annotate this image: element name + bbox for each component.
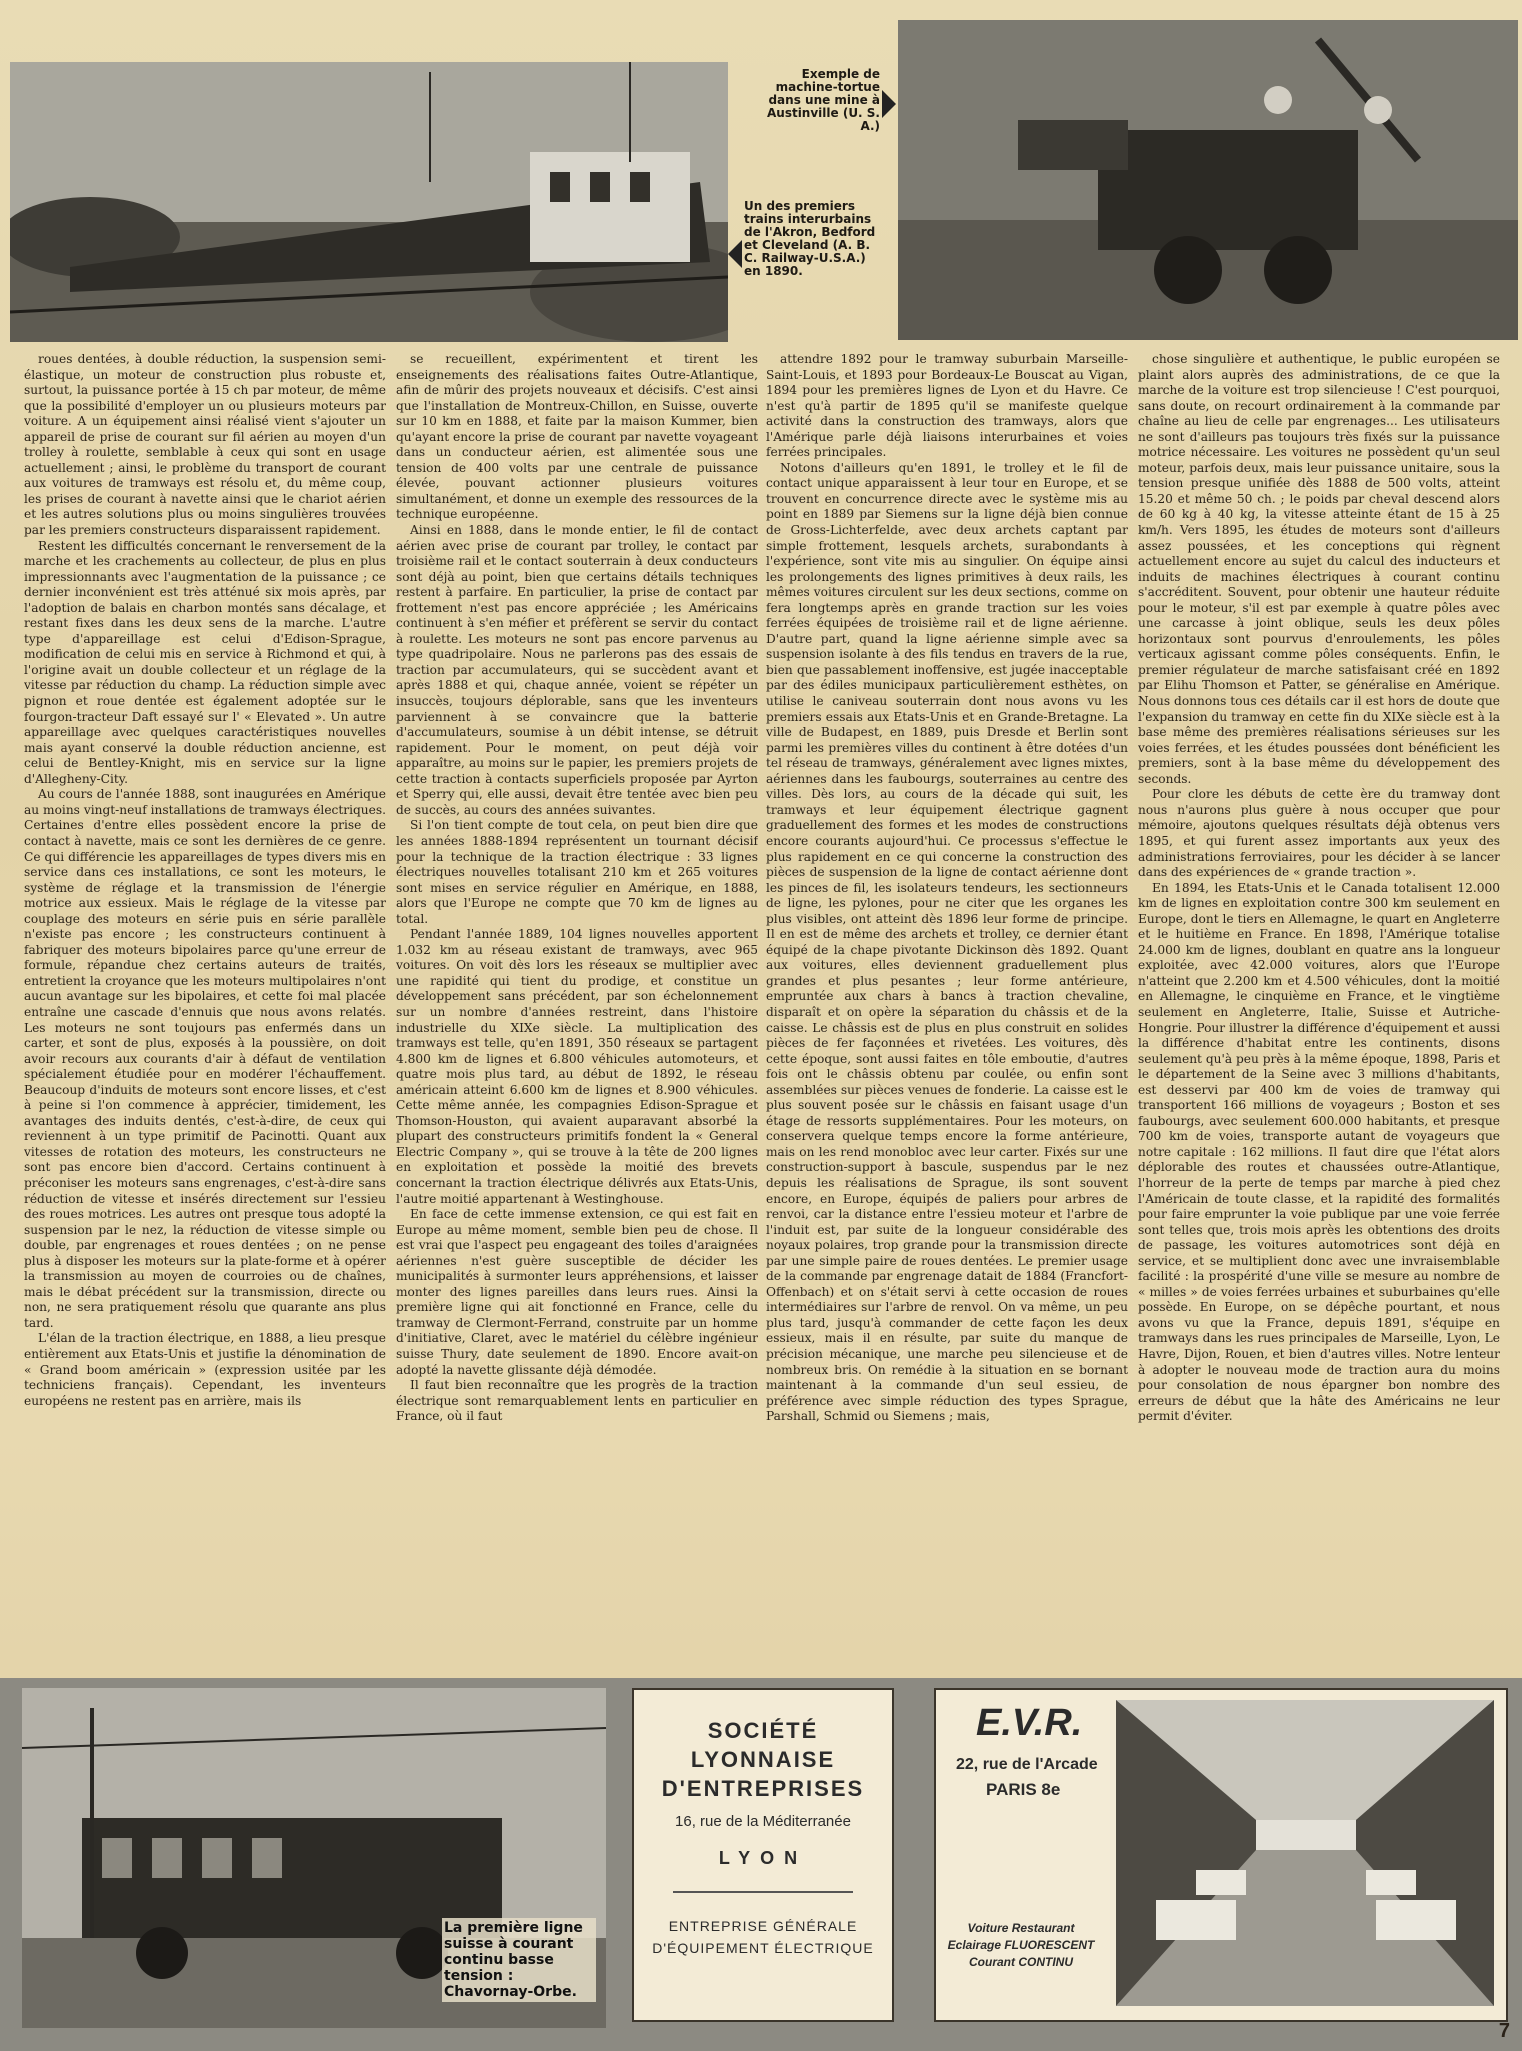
caption-chavornay: La première ligne suisse à courant continu basse tension : Chavornay-Orbe.: [442, 1918, 596, 2002]
evr-name: E.V.R.: [976, 1702, 1083, 1744]
advertisement-evr: [934, 1688, 1508, 2022]
advertisement-slee: [632, 1688, 894, 2022]
photo-chavornay-orbe: [22, 1688, 606, 2028]
evr-line: Eclairage FLUORESCENT: [947, 1938, 1095, 1952]
slee-city: LYON: [718, 1848, 808, 1868]
slee-tagline-line: D'ÉQUIPEMENT ÉLECTRIQUE: [652, 1940, 874, 1956]
caption-arrow-left: [728, 240, 742, 268]
evr-city: PARIS 8e: [986, 1780, 1061, 1799]
paragraph: Restent les difficultés concernant le renversement de la marche et les crachements au collecteur, de plus en plus impressionnants avec l'augmentation de la puissance ; ce dernier inconvénient est très atténué six mois après, par l'adoption de balais en charbon montés sans décalage, et restant fixes dans les deux sens de la marche. L'autre type d'appareillage est celui d'Edison-Sprague, modification de celui mis en service à Richmond et qui, à l'origine avait un double collecteur et un réglage de la vitesse par réduction du champ. La réduction simple avec pignon et roue dentée est également adoptée sur le fourgon-tracteur Daft essayé sur l' « Elevated ». Un autre appareillage avec quelques caractéristiques nouvelles mais ayant conservé la double réduction ancienne, est celui de Bentley-Knight, mis en service sur la ligne d'Allegheny-City.: [24, 538, 386, 786]
article-column-1: [24, 352, 386, 1670]
photo-interurban-train: [10, 62, 728, 342]
slee-tagline-line: ENTREPRISE GÉNÉRALE: [668, 1918, 858, 1934]
restaurant-car-illustration: [1116, 1700, 1494, 2006]
caption-interurbain: Un des premiers trains interurbains de l'Akron, Bedford et Cleveland (A. B. C. Railway-U.S.A.) en 1890.: [744, 199, 876, 278]
paragraph: attendre 1892 pour le tramway suburbain Marseille-Saint-Louis, et 1893 pour Bordeaux-Le Bouscat au Vigan, 1894 pour les premières lignes de Lyon et du Havre. Ce n'est qu'à partir de 1895 qu'il se manifeste quelque activité dans la construction des tramways, alors que l'Amérique parle déjà liaisons interurbaines et voies ferrées principales.: [766, 352, 1128, 460]
page-number: 7: [1498, 2020, 1510, 2042]
paragraph: L'élan de la traction électrique, en 1888, a lieu presque entièrement aux Etats-Unis et justifie la dénomination de « Grand boom américain » (expression usitée par les techniciens français). Cependant, les inventeurs européens ne restent pas en arrière, mais ils: [24, 1331, 386, 1408]
slee-address: 16, rue de la Méditerranée: [675, 1813, 851, 1830]
evr-line: Courant CONTINU: [969, 1955, 1073, 1969]
paragraph: Il faut bien reconnaître que les progrès de la traction électrique sont remarquablement lents en particulier en France, où il faut: [396, 1378, 758, 1424]
slee-name-line: SOCIÉTÉ: [707, 1718, 819, 1743]
paragraph: Notons d'ailleurs qu'en 1891, le trolley et le fil de contact unique apparaissent à leur tour en Europe, et se trouvent en concurrence directe avec le système mis au point en 1889 par Siemens sur la ligne déjà bien connue de Gross-Lichterfelde, avec deux archets captant par simple frottement, lesquels archets, surabondants à l'expérience, sont vite mis au singulier. On équipe ainsi les prolongements des lignes primitives à deux rails, les mêmes voitures circulent sur les deux sections, comme on fera longtemps après en grande traction sur les voies ferrées équipées de troisième rail et de ligne aérienne. D'autre part, quand la ligne aérienne simple avec sa suspension isolante à des fils tendus en travers de la rue, bien que passablement inoffensive, est jugée inacceptable par des édiles municipaux particulièrement esthètes, on utilise le caniveau souterrain dont nous avons vu les premiers essais aux Etats-Unis et en Grande-Bretagne. La ville de Budapest, en 1889, puis Dresde et Berlin sont parmi les premières villes du continent à être dotées d'un tel réseau de tramways, généralement avec lignes mixtes, aériennes dans les faubourgs, souterraines au centre des villes. Dès lors, au cours de la décade qui suit, les tramways et leur équipement électrique gagnent graduellement des formes et les modes de constructions encore courants aujourd'hui. Ce processus s'effectue le plus rapidement en ce qui concerne la construction des pièces de suspension de la ligne de contact aérienne dont les pinces de fil, les isolateurs tendeurs, les sectionneurs de ligne, les pylones, pour ne citer que les organes les plus visibles, ont atteint dès 1896 leur forme de principe. Il en est de même des archets et trolley, ce dernier étant équipé de la chape pivotante Dickinson dès 1892. Quant aux voitures, elles deviennent graduellement plus grandes et plus pesantes ; leur forme antérieure, empruntée aux chars à bancs à traction chevaline, disparaît et on opère la séparation du châssis et de la caisse. Le châssis est de plus en plus construit en solides pièces de fer façonnées et rivetées. Les voitures, dès cette époque, sont aussi faites en tôle emboutie, d'autres fois ont le châssis obtenu par coulée, ou enfin sont assemblées sur pièces venues de fonderie. La caisse est le plus souvent posée sur le châssis en faisant usage d'un étage de ressorts supplémentaires. Pour les moteurs, on conservera quelque temps encore la forme antérieure, mais on les rend monobloc avec leur carter. Fixés sur une construction-support à bascule, suspendus par le nez depuis les réalisations de Sprague, ils sont souvent encore, en Europe, équipés de paliers pour arbres de renvoi, car la distance entre l'essieu moteur et l'arbre de l'induit est, par suite de la longueur considérable des noyaux polaires, trop grande pour la transmission directe par une simple paire de roues dentées. Le premier usage de la commande par engrenage datait de 1884 (Francfort-Offenbach) et on s'était servi à cette occasion de roues intermédiaires sur l'arbre de renvol. On va même, un peu plus tard, jusqu'à commander de cette façon les deux essieux, mais il en résulte, par suite du manque de précision mécanique, une marche peu silencieuse et de nombreux bris. On remédie à la situation en se bornant maintenant à la commande d'un seul essieu, de préférence avec simple réduction des types Sprague, Parshall, Schmid ou Siemens ; mais,: [766, 460, 1128, 1424]
paragraph: Ainsi en 1888, dans le monde entier, le fil de contact aérien avec prise de courant par trolley, le contact par troisième rail et le contact souterrain à deux conducteurs sont déjà au point, bien que certains détails techniques restent à parfaire. En particulier, la prise de contact par frottement n'est pas encore appréciée ; les Américains continuent à s'en méfier et préfèrent se servir du contact à roulette. Les moteurs ne sont pas encore parvenus au type quadripolaire. Nous ne parlerons pas des essais de traction par accumulateurs, qui se succèdent avant et après 1888 et qui, chaque année, voient se répéter un insuccès, toujours déplorable, sans que les inventeurs parviennent à se convaincre que la batterie d'accumulateurs, soumise à un débit intense, se détruit rapidement. Pour le moment, on peut déjà voir apparaître, au moins sur le papier, les premiers projets de cette traction à contacts superficiels proposée par Ayrton et Sperry qui, elle aussi, devait être tentée avec bien peu de succès, au cours des années suivantes.: [396, 523, 758, 817]
article-column-3: [766, 352, 1128, 1670]
paragraph: roues dentées, à double réduction, la suspension semi-élastique, un moteur de construction plus robuste et, surtout, la puissance portée à 15 ch par moteur, de même que la possibilité d'employer un ou plusieurs moteurs par voiture. A un équipement ainsi réalisé vient s'ajouter un appareil de prise de courant sur fil aérien au moyen d'un trolley à roulette, semblable à ceux qui sont en usage actuellement ; ainsi, le problème du transport de courant aux voitures de tramways est résolu et, du même coup, les prises de courant à navette ainsi que le chariot aérien et les autres solutions plus ou moins singulières trouvées par les premiers constructeurs disparaissent rapidement.: [24, 352, 386, 538]
paragraph: Si l'on tient compte de tout cela, on peut bien dire que les années 1888-1894 représentent un tournant décisif pour la technique de la traction électrique : 33 lignes électriques nouvelles totalisant 210 km et 265 voitures sont mises en service régulier en Amérique, en 1888, alors que l'Europe ne compte que 70 km de lignes au total.: [396, 818, 758, 926]
slee-name-line: LYONNAISE: [690, 1747, 836, 1772]
paragraph: Pour clore les débuts de cette ère du tramway dont nous n'aurons plus guère à nous occuper que pour mémoire, ajoutons quelques résultats déjà obtenus vers 1895, et qui furent assez importants aux yeux des administrations ferroviaires, pour les décider à se lancer dans des expériences de « grande traction ».: [1138, 787, 1500, 880]
paragraph: Pendant l'année 1889, 104 lignes nouvelles apportent 1.032 km au réseau existant de tramways, avec 965 voitures. On voit dès lors les réseaux se multiplier avec une rapidité qui tient du prodige, et constitue un développement sans précédent, par son échelonnement sur un nombre d'années restreint, dans l'histoire industrielle du XIXe siècle. La multiplication des tramways est telle, qu'en 1891, 350 réseaux se partagent 4.800 km de lignes et 6.800 véhicules automoteurs, et quatre mois plus tard, au début de 1892, le réseau américain atteint 6.600 km de lignes et 8.900 véhicules. Cette même année, les compagnies Edison-Sprague et Thomson-Houston, qui avaient auparavant absorbé la plupart des constructeurs primitifs fondent la « General Electric Company », qui se trouve à la tête de 200 lignes en exploitation et possède la moitié des brevets concernant la traction électrique délivrés aux Etats-Unis, l'autre moitié appartenant à Westinghouse.: [396, 927, 758, 1206]
evr-address: 22, rue de l'Arcade: [956, 1756, 1098, 1773]
slee-name-line: D'ENTREPRISES: [661, 1776, 865, 1801]
paragraph: En 1894, les Etats-Unis et le Canada totalisent 12.000 km de lignes en exploitation contre 300 km seulement en Europe, dont le tiers en Allemagne, le quart en Angleterre et le huitième en France. En 1898, l'Amérique totalise 24.000 km de lignes, doublant en quatre ans la longueur exploitée, avec 42.000 voitures, alors que l'Europe n'atteint que 2.200 km et 4.500 véhicules, dont la moitié en Allemagne, le cinquième en France, et le vingtième seulement en Angleterre, Italie, Suisse et Autriche-Hongrie. Pour illustrer la différence d'équipement et aussi la différence d'habitat entre les continents, disons seulement qu'à peu près à la même époque, 1898, Paris et le département de la Seine avec 3 millions d'habitants, est desservi par 400 km de voies de tramway qui transportent 166 millions de voyageurs ; Boston et ses faubourgs, avec seulement 600.000 habitants, et presque 700 km de voies, transporte autant de voyageurs que notre capitale : 162 millions. Il faut dire que l'état alors déplorable des routes et chaussées outre-Atlantique, l'horreur de la perte de temps par marche à pied chez l'Américain de toute classe, et la rapidité des formalités pour faire emprunter la voie publique par une voie ferrée sont telles que, trois mois après les obtentions des droits de passage, les voitures automotrices sont déjà en service, et se multiplient donc avec une invraisemblable facilité : la prospérité d'une ville se mesure au nombre de « milles » de voies ferrées urbaines et suburbaines qu'elle possède. En Europe, on se dépêche pourtant, et nous avons vu que la France, depuis 1891, s'équipe en tramways dans les rues principales de Marseille, Lyon, Le Havre, Dijon, Rouen, et bien d'autres villes. Notre lenteur à adopter le nouveau mode de traction aura du moins pour consolation de nous épargner bon nombre des erreurs de début que la hâte des Américains ne leur permit d'éviter.: [1138, 880, 1500, 1424]
paragraph: Au cours de l'année 1888, sont inaugurées en Amérique au moins vingt-neuf installations de tramways électriques. Certaines d'entre elles possèdent encore la prise de contact à navette, mais ce sont les dernières de ce genre. Ce qui différencie les appareillages de types divers mis en service dans ces installations, ce sont les moteurs, le système de réglage et la transmission de l'énergie motrice aux essieux. Mais le réglage de la vitesse par couplage des moteurs en série puis en série parallèle n'existe pas encore ; les constructeurs continuent à fabriquer des moteurs bipolaires parce qu'une erreur de formule, répandue chez certains auteurs de traités, entretient la croyance que les moteurs multipolaires n'ont aucun avantage sur les bipolaires, et cette foi mal placée entraîne une cascade d'ennuis que nous avons relatés. Les moteurs ne sont toujours pas enfermés dans un carter, et sont de plus, exposés à la poussière, on doit avoir recours aux courants d'air à défaut de ventilation spécialement étudiée pour en modérer l'échauffement. Beaucoup d'induits de moteurs sont encore lisses, et c'est à peine si l'on commence à apprécier, timidement, les avantages des induits dentés, c'est-à-dire, de ceux qui reviennent à un type primitif de Pacinotti. Quant aux vitesses de rotation des moteurs, les constructeurs ne sont pas encore bien d'accord. Certains continuent à préconiser les moteurs sans engrenages, c'est-à-dire sans réduction de vitesse et insérés directement sur l'essieu des roues motrices. Les autres ont presque tous adopté la suspension par le nez, la réduction de vitesse simple ou double, par engrenages et roues dentées ; on ne pense plus à disposer les moteurs sur la plate-forme et à opérer la transmission au moyen de courroies ou de chaînes, mais le débat précédent sur la transmission, directe ou non, ne sera pratiquement résolu que quarante ans plus tard.: [24, 787, 386, 1330]
caption-arrow-right: [882, 90, 896, 118]
evr-line: Voiture Restaurant: [967, 1921, 1075, 1935]
paragraph: se recueillent, expérimentent et tirent les enseignements des réalisations faites Outre-Atlantique, afin de mûrir des projets nouveaux et décisifs. C'est ainsi que l'installation de Montreux-Chillon, en Suisse, ouverte sur 10 km en 1888, et faite par la maison Kummer, bien qu'ayant encore la prise de courant par navette voyageant dans un conducteur aérien, est alimentée sous une tension de 400 volts par une centrale de puissance élevée, pouvant actionner plusieurs voitures simultanément, et donne un exemple des ressources de la technique européenne.: [396, 352, 758, 522]
photo-machine-tortue: [898, 20, 1518, 340]
train-illustration: [10, 62, 728, 342]
photo-restaurant-car: [1116, 1700, 1494, 2006]
paragraph: chose singulière et authentique, le public européen se plaint alors auprès des administrations, de ce que la marche de la voiture est trop silencieuse ! C'est pourquoi, sans doute, on recourt ordinairement à la commande par chaîne au lieu de celle par engrenages... Les utilisateurs ne sont d'ailleurs pas toujours très fixés sur la puissance motrice nécessaire. Les voitures ne possèdent qu'un seul moteur, parfois deux, mais leur puissance unitaire, sous la tension presque unifiée dès 1888 de 500 volts, atteint 15.20 et même 50 ch. ; le poids par cheval descend alors de 60 kg à 40 kg, la vitesse atteinte étant de 15 à 25 km/h. Vers 1895, les études de moteurs sont d'ailleurs assez poussées, et les conceptions qui règnent actuellement encore au sujet du calcul des inducteurs et induits de machines électriques à courant continu s'accréditent. Souvent, pour obtenir une hauteur réduite pour le moteur, s'il est par exemple à quatre pôles avec une carcasse à joint oblique, seuls les deux pôles horizontaux sont pourvus d'enroulements, les pôles verticaux agissant comme pôles conséquents. Enfin, le premier régulateur de marche satisfaisant créé en 1892 par Elihu Thomson et Patter, se généralise en Amérique. Nous donnons tous ces détails car il est hors de doute que l'expansion du tramway en cette fin du XIXe siècle est à la base même des premières réalisations sérieuses sur les voies ferrées, et les études poussées dont bénéficient les premiers, sont à la base même du développement des seconds.: [1138, 352, 1500, 786]
article-column-2: [396, 352, 758, 1670]
article-column-4: [1138, 352, 1500, 1670]
mine-locomotive-illustration: [898, 20, 1518, 340]
caption-machine-tortue: Exemple de machine-tortue dans une mine à Austinville (U. S. A.): [766, 67, 880, 133]
paragraph: En face de cette immense extension, ce qui est fait en Europe au même moment, semble bien peu de chose. Il est vrai que l'aspect peu engageant des toiles d'araignées aériennes n'est guère susceptible de décider les municipalités à surmonter leurs appréhensions, et laisser monter des lignes pareilles dans leurs rues. Ainsi la première ligne qui ait fonctionné en France, celle du tramway de Clermont-Ferrand, construite par un homme d'initiative, Claret, avec le matériel du célèbre ingénieur suisse Thury, date seulement de 1890. Encore avait-on adopté la navette glissante déjà démodée.: [396, 1207, 758, 1377]
